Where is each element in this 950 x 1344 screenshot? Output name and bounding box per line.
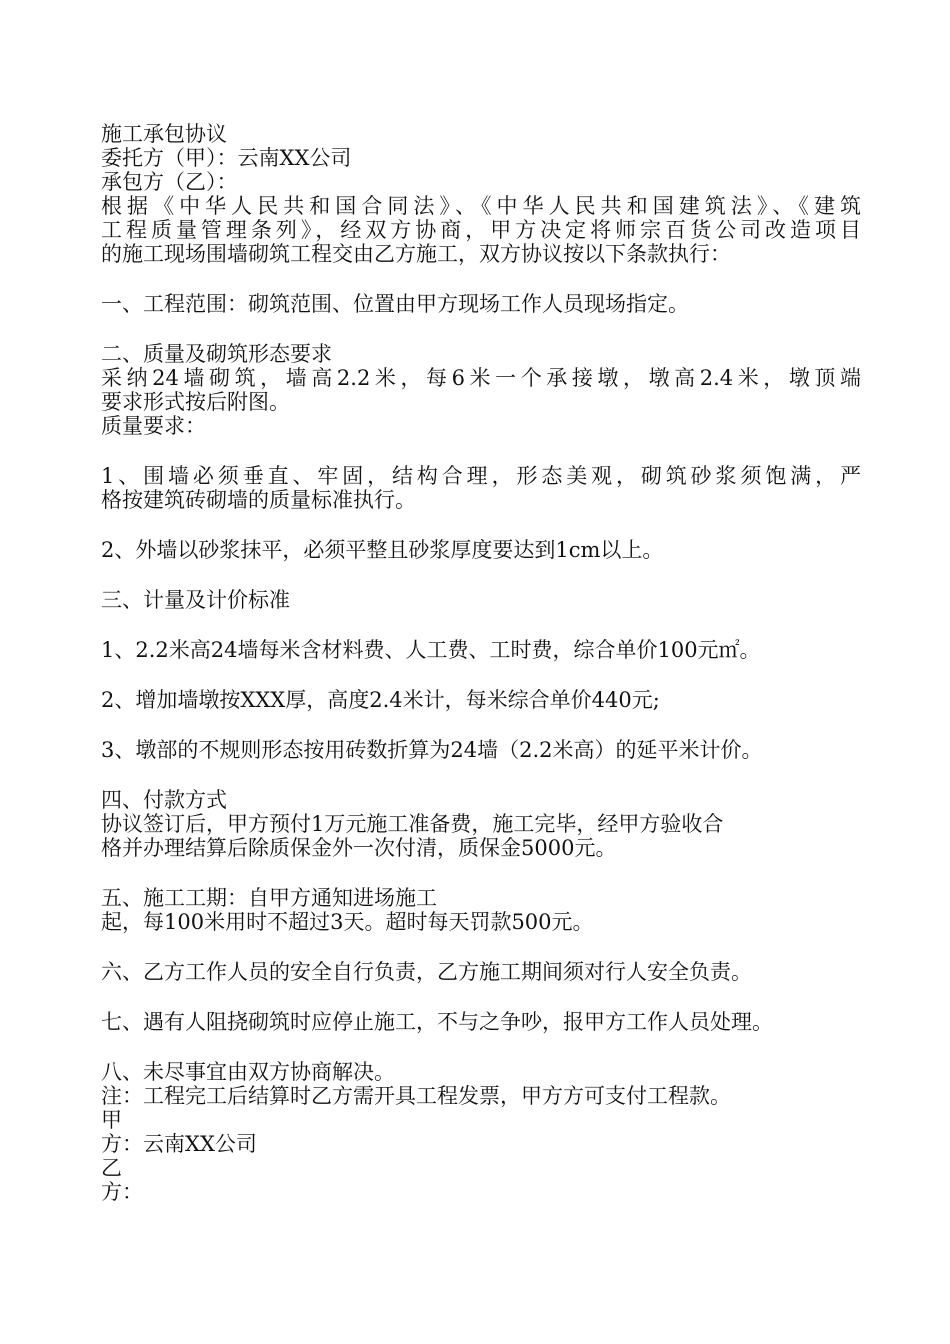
section-3-title: 三、计量及计价标准 <box>101 588 290 612</box>
section-2-body: 要求形式按后附图。 <box>101 390 290 414</box>
section-4-body: 协议签订后，甲方预付1万元施工准备费，施工完毕，经甲方验收合 <box>101 812 724 836</box>
intro-line: 工程质量管理条列》，经双方协商，甲方决定将师宗百货公司改造项目 <box>101 218 861 242</box>
contract-document <box>101 122 861 1204</box>
quality-label: 质量要求： <box>101 414 206 438</box>
signature-party-a: 方：云南XX公司 <box>101 1132 257 1156</box>
pricing-item-3: 3、墩部的不规则形态按用砖数折算为24墙（2.2米高）的延平米计价。 <box>101 738 763 762</box>
section-2-title: 二、质量及砌筑形态要求 <box>101 342 332 366</box>
pricing-item-1: 1、2.2米高24墙每米含材料费、人工费、工时费，综合单价100元㎡。 <box>101 638 761 662</box>
section-2-body: 采纳24墙砌筑，墙高2.2米，每6米一个承接墩，墩高2.4米，墩顶端 <box>101 366 861 390</box>
section-8-misc: 八、未尽事宜由双方协商解决。 <box>101 1060 395 1084</box>
section-4-body: 格并办理结算后除质保金外一次付清，质保金5000元。 <box>101 836 617 860</box>
quality-item-2: 2、外墙以砂浆抹平，必须平整且砂浆厚度要达到1cm以上。 <box>101 538 664 562</box>
party-a-line: 委托方（甲）：云南XX公司 <box>101 146 352 170</box>
intro-line: 的施工现场围墙砌筑工程交由乙方施工，双方协议按以下条款执行： <box>101 242 731 266</box>
signature-party-b: 乙 <box>101 1156 122 1180</box>
section-5-schedule: 起，每100米用时不超过3天。超时每天罚款500元。 <box>101 910 594 934</box>
signature-party-a: 甲 <box>101 1108 122 1132</box>
intro-paragraph <box>101 194 861 266</box>
section-1-scope: 一、工程范围：砌筑范围、位置由甲方现场工作人员现场指定。 <box>101 292 689 316</box>
quality-item-1: 格按建筑砖砌墙的质量标准执行。 <box>101 488 416 512</box>
section-4-title: 四、付款方式 <box>101 788 227 812</box>
pricing-item-2: 2、增加墙墩按XXX厚，高度2.4米计，每米综合单价440元; <box>101 688 660 712</box>
section-5-schedule: 五、施工工期：自甲方通知进场施工 <box>101 886 437 910</box>
party-b-line: 承包方（乙）： <box>101 170 238 194</box>
intro-line: 根据《中华人民共和国合同法》、《中华人民共和国建筑法》、《建筑 <box>101 194 861 218</box>
section-6-safety: 六、乙方工作人员的安全自行负责，乙方施工期间须对行人安全负责。 <box>101 960 752 984</box>
signature-party-b: 方： <box>101 1180 143 1204</box>
section-7-obstruction: 七、遇有人阻挠砌筑时应停止施工，不与之争吵，报甲方工作人员处理。 <box>101 1010 773 1034</box>
document-title: 施工承包协议 <box>101 122 227 146</box>
note-line: 注：工程完工后结算时乙方需开具工程发票，甲方方可支付工程款。 <box>101 1084 731 1108</box>
quality-item-1: 1、围墙必须垂直、牢固，结构合理，形态美观，砌筑砂浆须饱满，严 <box>101 464 861 488</box>
